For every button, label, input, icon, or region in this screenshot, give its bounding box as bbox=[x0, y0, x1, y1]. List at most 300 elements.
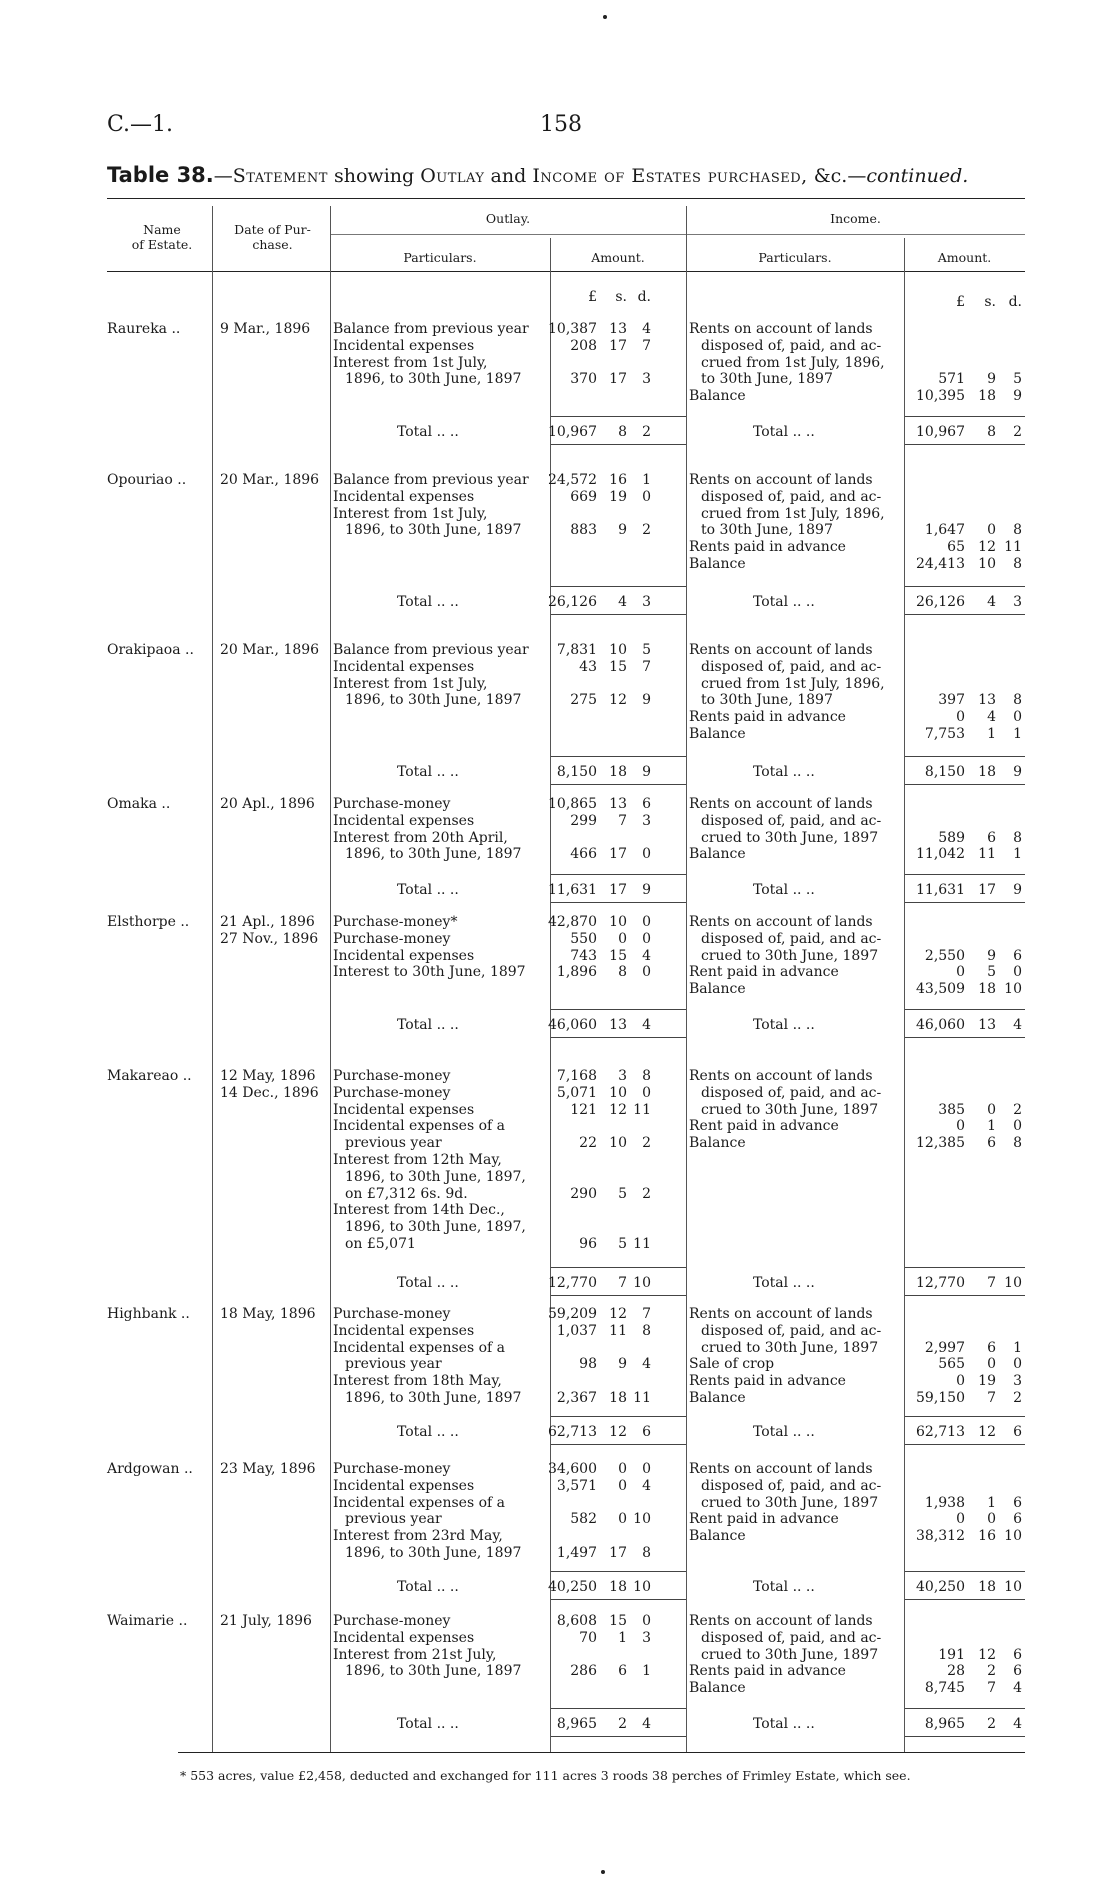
income-particular: Sale of crop bbox=[689, 1356, 775, 1373]
outlay-amount-pounds: 1,497 bbox=[556, 1545, 597, 1561]
income-total-label: Total .. .. bbox=[753, 1275, 815, 1291]
income-amount-pounds: 0 bbox=[956, 1511, 965, 1528]
income-amount-pence: 10 bbox=[1004, 1528, 1022, 1545]
income-amount-pence: 4 bbox=[1013, 1680, 1022, 1697]
income-amount-pounds: 385 bbox=[938, 1101, 965, 1118]
income-particular: Rents paid in advance bbox=[689, 1663, 846, 1680]
outlay-amount-pence: 0 bbox=[642, 1461, 651, 1477]
outlay-particular: Incidental expenses bbox=[333, 337, 475, 354]
outlay-amount-pence: 3 bbox=[642, 371, 651, 388]
income-total-pence: 4 bbox=[1013, 1017, 1022, 1033]
outlay-amount-pounds: 3,571 bbox=[556, 1477, 597, 1494]
income-amount-pounds: 2,997 bbox=[924, 1339, 965, 1356]
income-particular: Balance bbox=[689, 726, 746, 742]
outlay-amount-pence: 11 bbox=[633, 1101, 651, 1118]
outlay-total-rule bbox=[551, 1416, 686, 1417]
outlay-amount-pence: 0 bbox=[642, 930, 651, 947]
income-total-rule bbox=[905, 874, 1025, 875]
outlay-amount-shillings: 18 bbox=[609, 1390, 627, 1406]
outlay-particular: Interest from 1st July, bbox=[333, 675, 488, 692]
outlay-amount-shillings: 17 bbox=[609, 371, 627, 388]
outlay-amount-pounds: 5,071 bbox=[556, 1084, 597, 1101]
income-particular: to 30th June, 1897 bbox=[701, 371, 833, 388]
income-total-pounds: 11,631 bbox=[916, 882, 965, 898]
income-amount-shillings: 6 bbox=[987, 1135, 996, 1152]
estate-name: Elsthorpe .. bbox=[107, 914, 190, 930]
income-particular: Rent paid in advance bbox=[689, 1511, 839, 1528]
outlay-particular: Interest from 20th April, bbox=[333, 829, 508, 846]
outlay-particular: Interest from 21st July, bbox=[333, 1646, 497, 1663]
income-particular: Rents on account of lands bbox=[689, 1461, 873, 1477]
outlay-particular: Incidental expenses of a bbox=[333, 1118, 505, 1135]
income-amount-pounds: 0 bbox=[956, 709, 965, 726]
income-particular: Balance bbox=[689, 1135, 746, 1152]
income-amount-pounds: 2,550 bbox=[924, 947, 965, 964]
income-total-label: Total .. .. bbox=[753, 1716, 815, 1732]
income-particular: Rent paid in advance bbox=[689, 964, 839, 981]
outlay-amount-pounds: 8,608 bbox=[556, 1613, 597, 1629]
income-amount-shillings: 11 bbox=[978, 846, 996, 863]
estate-name: Waimarie .. bbox=[107, 1613, 188, 1629]
income-total-rule bbox=[905, 1708, 1025, 1709]
outlay-amount-pence: 7 bbox=[642, 337, 651, 354]
income-total-pence: 4 bbox=[1013, 1716, 1022, 1732]
income-sub-rule bbox=[686, 234, 1025, 235]
income-total-rule bbox=[905, 756, 1025, 757]
income-total-label: Total .. .. bbox=[753, 1017, 815, 1033]
outlay-particular: on £5,071 bbox=[345, 1236, 416, 1252]
outlay-amount-pounds: 275 bbox=[570, 692, 597, 709]
income-particular: Rents paid in advance bbox=[689, 709, 846, 726]
estate-name: Raureka .. bbox=[107, 321, 181, 337]
income-total-under-rule bbox=[905, 444, 1025, 445]
outlay-total-shillings: 4 bbox=[618, 594, 627, 610]
outlay-amount-pounds: 121 bbox=[570, 1101, 597, 1118]
income-particular: Balance bbox=[689, 1680, 746, 1697]
outlay-amount-shillings: 9 bbox=[618, 522, 627, 539]
outlay-total-label: Total .. .. bbox=[397, 424, 459, 440]
outlay-particular: Balance from previous year bbox=[333, 642, 529, 658]
income-amount-pounds: 1,647 bbox=[924, 522, 965, 539]
estate-name: Highbank .. bbox=[107, 1306, 190, 1322]
income-total-label: Total .. .. bbox=[753, 424, 815, 440]
outlay-amount-shillings: 16 bbox=[609, 472, 627, 488]
outlay-amount-pounds: 10,387 bbox=[548, 321, 597, 337]
income-total-under-rule bbox=[905, 614, 1025, 615]
income-total-rule bbox=[905, 416, 1025, 417]
income-amount-pence: 1 bbox=[1013, 1339, 1022, 1356]
purchase-date: 14 Dec., 1896 bbox=[220, 1084, 319, 1101]
outlay-sub-rule bbox=[330, 234, 686, 235]
outlay-amount-shillings: 17 bbox=[609, 1545, 627, 1561]
income-particular: Rents paid in advance bbox=[689, 539, 846, 556]
income-total-shillings: 18 bbox=[978, 1579, 996, 1595]
outlay-particular: Incidental expenses bbox=[333, 1322, 475, 1339]
income-amount-pence: 8 bbox=[1013, 556, 1022, 572]
outlay-total-rule bbox=[551, 586, 686, 587]
col-date-of-purchase: Date of Pur- chase. bbox=[234, 222, 311, 252]
outlay-amount-shillings: 10 bbox=[609, 642, 627, 658]
income-particular: crued to 30th June, 1897 bbox=[701, 1494, 879, 1511]
outlay-particular: Incidental expenses of a bbox=[333, 1494, 505, 1511]
income-amount-pence: 0 bbox=[1013, 964, 1022, 981]
income-amount-shillings: 18 bbox=[978, 388, 996, 405]
title-statement: Statement bbox=[232, 165, 328, 187]
outlay-amount-shillings: 12 bbox=[609, 692, 627, 709]
outlay-amount-shillings: 0 bbox=[618, 1461, 627, 1477]
income-particular: Rents on account of lands bbox=[689, 321, 873, 337]
income-total-shillings: 2 bbox=[987, 1716, 996, 1732]
income-amount-pounds: 571 bbox=[938, 371, 965, 388]
outlay-amount-shillings: 0 bbox=[618, 1477, 627, 1494]
income-amount-pounds: 8,745 bbox=[924, 1680, 965, 1697]
income-particular: disposed of, paid, and ac- bbox=[701, 1477, 882, 1494]
outlay-amount-pounds: 883 bbox=[570, 522, 597, 539]
outlay-total-rule bbox=[551, 1708, 686, 1709]
outlay-total-pence: 4 bbox=[642, 1716, 651, 1732]
income-amount-pounds: 0 bbox=[956, 1373, 965, 1390]
income-particular: crued from 1st July, 1896, bbox=[701, 505, 885, 522]
income-amount-pounds: 43,509 bbox=[916, 981, 965, 998]
outlay-particular: 1896, to 30th June, 1897 bbox=[345, 371, 522, 388]
outlay-particular: 1896, to 30th June, 1897 bbox=[345, 1390, 522, 1406]
income-amount-pounds: 12,385 bbox=[916, 1135, 965, 1152]
income-amount-shillings: 9 bbox=[987, 371, 996, 388]
income-total-rule bbox=[905, 586, 1025, 587]
income-particular: crued to 30th June, 1897 bbox=[701, 1101, 879, 1118]
table-title bbox=[107, 163, 968, 187]
income-amount-pence: 6 bbox=[1013, 1646, 1022, 1663]
ink-dot-bottom bbox=[601, 1870, 605, 1874]
outlay-amount-pounds: 286 bbox=[570, 1663, 597, 1680]
outlay-total-pence: 6 bbox=[642, 1424, 651, 1440]
outlay-total-rule bbox=[551, 416, 686, 417]
income-particular: disposed of, paid, and ac- bbox=[701, 1084, 882, 1101]
outlay-particular: Incidental expenses bbox=[333, 658, 475, 675]
purchase-date: 9 Mar., 1896 bbox=[220, 321, 311, 337]
outlay-particular: Purchase-money bbox=[333, 1461, 451, 1477]
outlay-total-under-rule bbox=[551, 614, 686, 615]
outlay-total-pence: 4 bbox=[642, 1017, 651, 1033]
income-particular: Rents on account of lands bbox=[689, 472, 873, 488]
outlay-amount-pence: 8 bbox=[642, 1322, 651, 1339]
income-total-pence: 2 bbox=[1013, 424, 1022, 440]
outlay-total-under-rule bbox=[551, 1037, 686, 1038]
estate-name: Omaka .. bbox=[107, 796, 171, 812]
income-amount-shillings: 6 bbox=[987, 829, 996, 846]
income-amount-pence: 8 bbox=[1013, 829, 1022, 846]
income-particular: disposed of, paid, and ac- bbox=[701, 930, 882, 947]
outlay-amount-pence: 10 bbox=[633, 1511, 651, 1528]
outlay-amount-pence: 8 bbox=[642, 1545, 651, 1561]
income-amount-pounds: 1,938 bbox=[924, 1494, 965, 1511]
outlay-amount-shillings: 19 bbox=[609, 488, 627, 505]
outlay-particular: Purchase-money bbox=[333, 1613, 451, 1629]
outlay-particular: Balance from previous year bbox=[333, 321, 529, 337]
income-particular: Rents on account of lands bbox=[689, 1068, 873, 1084]
footnote: * 553 acres, value £2,458, deducted and exchanged for 111 acres 3 roods 38 perches of Frimley Estate, which see. bbox=[180, 1768, 911, 1783]
income-amount-pence: 8 bbox=[1013, 1135, 1022, 1152]
outlay-amount-pounds: 96 bbox=[579, 1236, 597, 1252]
outlay-total-under-rule bbox=[551, 1599, 686, 1600]
income-particular: disposed of, paid, and ac- bbox=[701, 1629, 882, 1646]
outlay-amount-pounds: 7,168 bbox=[556, 1068, 597, 1084]
income-total-shillings: 4 bbox=[987, 594, 996, 610]
outlay-amount-shillings: 0 bbox=[618, 930, 627, 947]
outlay-total-pounds: 46,060 bbox=[548, 1017, 597, 1033]
outlay-amount-shillings: 3 bbox=[618, 1068, 627, 1084]
income-particular: disposed of, paid, and ac- bbox=[701, 488, 882, 505]
outlay-amount-pounds: 669 bbox=[570, 488, 597, 505]
outlay-particular: 1896, to 30th June, 1897 bbox=[345, 1663, 522, 1680]
outlay-total-shillings: 2 bbox=[618, 1716, 627, 1732]
outlay-amount-shillings: 10 bbox=[609, 1084, 627, 1101]
outlay-amount-pence: 0 bbox=[642, 488, 651, 505]
outlay-amount-pounds: 43 bbox=[579, 658, 597, 675]
outlay-amount-pounds: 59,209 bbox=[548, 1306, 597, 1322]
outlay-total-under-rule bbox=[551, 1736, 686, 1737]
outlay-particular: Interest from 12th May, bbox=[333, 1152, 502, 1168]
outlay-amount-pounds: 208 bbox=[570, 337, 597, 354]
outlay-particular: Interest from 23rd May, bbox=[333, 1528, 503, 1545]
income-amount-pounds: 10,395 bbox=[916, 388, 965, 405]
outlay-amount-pounds: 550 bbox=[570, 930, 597, 947]
income-particular: Rents paid in advance bbox=[689, 1373, 846, 1390]
income-total-shillings: 17 bbox=[978, 882, 996, 898]
title-continued: continued. bbox=[866, 165, 969, 187]
income-total-pounds: 46,060 bbox=[916, 1017, 965, 1033]
outlay-total-pounds: 11,631 bbox=[548, 882, 597, 898]
estate-name: Orakipaoa .. bbox=[107, 642, 194, 658]
outlay-amount-pence: 9 bbox=[642, 692, 651, 709]
income-amount-shillings: 6 bbox=[987, 1339, 996, 1356]
col-outlay: Outlay. bbox=[485, 211, 531, 226]
outlay-amount-shillings: 13 bbox=[609, 321, 627, 337]
income-total-pounds: 10,967 bbox=[916, 424, 965, 440]
income-amount-pounds: 0 bbox=[956, 1118, 965, 1135]
outlay-amount-pence: 1 bbox=[642, 1663, 651, 1680]
outlay-particular: Purchase-money bbox=[333, 1306, 451, 1322]
income-amount-pounds: 565 bbox=[938, 1356, 965, 1373]
purchase-date: 18 May, 1896 bbox=[220, 1306, 316, 1322]
purchase-date: 21 July, 1896 bbox=[220, 1613, 312, 1629]
income-amount-pence: 11 bbox=[1004, 539, 1022, 556]
outlay-amount-pence: 0 bbox=[642, 1084, 651, 1101]
col-name-of-estate: Name of Estate. bbox=[131, 222, 193, 252]
income-particular: Balance bbox=[689, 846, 746, 863]
outlay-total-under-rule bbox=[551, 1295, 686, 1296]
outlay-amount-shillings: 11 bbox=[609, 1322, 627, 1339]
table-top-rule bbox=[107, 198, 1025, 199]
page-number: 158 bbox=[540, 112, 582, 137]
income-amount-pence: 2 bbox=[1013, 1390, 1022, 1406]
income-total-under-rule bbox=[905, 784, 1025, 785]
income-particular: Balance bbox=[689, 1390, 746, 1406]
vrule-after-date bbox=[330, 206, 331, 1753]
col-outlay-particulars: Particulars. bbox=[403, 250, 477, 265]
outlay-total-label: Total .. .. bbox=[397, 1017, 459, 1033]
purchase-date: 20 Apl., 1896 bbox=[220, 796, 315, 812]
vrule-after-name bbox=[212, 206, 213, 1753]
outlay-particular: Incidental expenses bbox=[333, 1477, 475, 1494]
outlay-total-rule bbox=[551, 874, 686, 875]
income-particular: to 30th June, 1897 bbox=[701, 692, 833, 709]
income-pence-head: d. bbox=[1008, 294, 1022, 310]
income-amount-shillings: 18 bbox=[978, 981, 996, 998]
outlay-amount-pence: 3 bbox=[642, 812, 651, 829]
income-total-shillings: 8 bbox=[987, 424, 996, 440]
income-total-label: Total .. .. bbox=[753, 1579, 815, 1595]
income-particular: Rents on account of lands bbox=[689, 1613, 873, 1629]
outlay-amount-pence: 0 bbox=[642, 964, 651, 981]
income-amount-pence: 6 bbox=[1013, 947, 1022, 964]
outlay-particular: 1896, to 30th June, 1897 bbox=[345, 846, 522, 863]
outlay-amount-shillings: 8 bbox=[618, 964, 627, 981]
income-amount-pounds: 7,753 bbox=[924, 726, 965, 742]
income-amount-pence: 6 bbox=[1013, 1663, 1022, 1680]
income-amount-shillings: 0 bbox=[987, 522, 996, 539]
outlay-particular: previous year bbox=[345, 1356, 442, 1373]
outlay-amount-shillings: 9 bbox=[618, 1356, 627, 1373]
outlay-total-pounds: 26,126 bbox=[548, 594, 597, 610]
title-etc: &c.— bbox=[813, 165, 867, 187]
outlay-amount-shillings: 12 bbox=[609, 1101, 627, 1118]
outlay-total-under-rule bbox=[551, 902, 686, 903]
income-amount-pounds: 0 bbox=[956, 964, 965, 981]
outlay-amount-shillings: 10 bbox=[609, 914, 627, 930]
col-outlay-amount: Amount. bbox=[591, 250, 645, 265]
income-amount-pence: 10 bbox=[1004, 981, 1022, 998]
income-amount-shillings: 1 bbox=[987, 1118, 996, 1135]
income-particular: crued from 1st July, 1896, bbox=[701, 675, 885, 692]
income-particular: Rents on account of lands bbox=[689, 796, 873, 812]
income-total-under-rule bbox=[905, 1736, 1025, 1737]
outlay-total-label: Total .. .. bbox=[397, 1275, 459, 1291]
outlay-amount-pence: 7 bbox=[642, 658, 651, 675]
outlay-particular: 1896, to 30th June, 1897 bbox=[345, 1545, 522, 1561]
outlay-particular: Purchase-money bbox=[333, 930, 451, 947]
income-particular: Balance bbox=[689, 981, 746, 998]
income-particular: Rents on account of lands bbox=[689, 642, 873, 658]
income-total-pounds: 8,150 bbox=[924, 764, 965, 780]
outlay-amount-pounds: 743 bbox=[570, 947, 597, 964]
income-total-under-rule bbox=[905, 1444, 1025, 1445]
income-total-pence: 3 bbox=[1013, 594, 1022, 610]
table-label: Table 38. bbox=[107, 163, 214, 187]
income-total-label: Total .. .. bbox=[753, 764, 815, 780]
outlay-total-under-rule bbox=[551, 1444, 686, 1445]
income-particular: disposed of, paid, and ac- bbox=[701, 337, 882, 354]
title-outlay: Outlay bbox=[420, 165, 485, 187]
income-amount-shillings: 5 bbox=[987, 964, 996, 981]
outlay-particular: Incidental expenses bbox=[333, 1101, 475, 1118]
income-amount-shillings: 2 bbox=[987, 1663, 996, 1680]
outlay-amount-pounds: 299 bbox=[570, 812, 597, 829]
outlay-amount-pence: 0 bbox=[642, 1613, 651, 1629]
title-dash: — bbox=[213, 165, 233, 187]
income-total-pounds: 8,965 bbox=[924, 1716, 965, 1732]
income-particular: crued from 1st July, 1896, bbox=[701, 354, 885, 371]
col-income-particulars: Particulars. bbox=[758, 250, 832, 265]
income-total-pounds: 40,250 bbox=[916, 1579, 965, 1595]
outlay-total-rule bbox=[551, 1009, 686, 1010]
outlay-amount-pence: 11 bbox=[633, 1390, 651, 1406]
outlay-amount-pence: 6 bbox=[642, 796, 651, 812]
income-amount-pence: 6 bbox=[1013, 1511, 1022, 1528]
outlay-total-rule bbox=[551, 1267, 686, 1268]
outlay-amount-shillings: 7 bbox=[618, 812, 627, 829]
income-particular: Rent paid in advance bbox=[689, 1118, 839, 1135]
income-amount-shillings: 1 bbox=[987, 726, 996, 742]
income-amount-pence: 8 bbox=[1013, 692, 1022, 709]
outlay-amount-pence: 2 bbox=[642, 522, 651, 539]
outlay-amount-pounds: 10,865 bbox=[548, 796, 597, 812]
outlay-amount-pence: 4 bbox=[642, 1477, 651, 1494]
income-total-pounds: 26,126 bbox=[916, 594, 965, 610]
estate-name: Opouriao .. bbox=[107, 472, 187, 488]
outlay-particular: Interest from 1st July, bbox=[333, 354, 488, 371]
income-total-pence: 6 bbox=[1013, 1424, 1022, 1440]
outlay-amount-pence: 5 bbox=[642, 642, 651, 658]
outlay-particular: Purchase-money bbox=[333, 1084, 451, 1101]
income-total-rule bbox=[905, 1267, 1025, 1268]
outlay-amount-pence: 4 bbox=[642, 321, 651, 337]
income-amount-pounds: 65 bbox=[947, 539, 965, 556]
outlay-total-under-rule bbox=[551, 784, 686, 785]
outlay-amount-pence: 7 bbox=[642, 1306, 651, 1322]
purchase-date: 20 Mar., 1896 bbox=[220, 472, 320, 488]
outlay-total-shillings: 18 bbox=[609, 1579, 627, 1595]
outlay-total-pounds: 40,250 bbox=[548, 1579, 597, 1595]
income-total-rule bbox=[905, 1009, 1025, 1010]
income-total-shillings: 7 bbox=[987, 1275, 996, 1291]
outlay-amount-pounds: 42,870 bbox=[548, 914, 597, 930]
outlay-amount-pounds: 34,600 bbox=[548, 1461, 597, 1477]
outlay-particular: Interest from 14th Dec., bbox=[333, 1202, 505, 1219]
outlay-total-pence: 9 bbox=[642, 764, 651, 780]
income-amount-pounds: 589 bbox=[938, 829, 965, 846]
table-bottom-rule bbox=[178, 1752, 1025, 1753]
income-amount-shillings: 19 bbox=[978, 1373, 996, 1390]
vrule-after-outlay bbox=[686, 206, 687, 1753]
purchase-date: 27 Nov., 1896 bbox=[220, 930, 319, 947]
outlay-particular: Incidental expenses bbox=[333, 812, 475, 829]
outlay-total-shillings: 13 bbox=[609, 1017, 627, 1033]
outlay-particular: 1896, to 30th June, 1897, bbox=[345, 1168, 526, 1185]
income-amount-shillings: 1 bbox=[987, 1494, 996, 1511]
outlay-total-shillings: 12 bbox=[609, 1424, 627, 1440]
header-bottom-rule bbox=[107, 271, 1025, 272]
outlay-amount-shillings: 15 bbox=[609, 947, 627, 964]
outlay-total-pence: 2 bbox=[642, 424, 651, 440]
outlay-particular: Balance from previous year bbox=[333, 472, 529, 488]
outlay-total-label: Total .. .. bbox=[397, 1424, 459, 1440]
outlay-amount-shillings: 12 bbox=[609, 1306, 627, 1322]
income-amount-pence: 9 bbox=[1013, 388, 1022, 405]
outlay-particular: Incidental expenses bbox=[333, 1629, 475, 1646]
outlay-particular: Purchase-money* bbox=[333, 914, 458, 930]
outlay-amount-shillings: 0 bbox=[618, 1511, 627, 1528]
outlay-total-pounds: 62,713 bbox=[548, 1424, 597, 1440]
income-particular: Balance bbox=[689, 1528, 746, 1545]
outlay-amount-pounds: 290 bbox=[570, 1185, 597, 1202]
title-showing: showing bbox=[334, 165, 415, 187]
income-amount-shillings: 10 bbox=[978, 556, 996, 572]
estate-name: Makareao .. bbox=[107, 1068, 192, 1084]
income-particular: disposed of, paid, and ac- bbox=[701, 1322, 882, 1339]
outlay-particular: Interest from 1st July, bbox=[333, 505, 488, 522]
income-particular: crued to 30th June, 1897 bbox=[701, 947, 879, 964]
